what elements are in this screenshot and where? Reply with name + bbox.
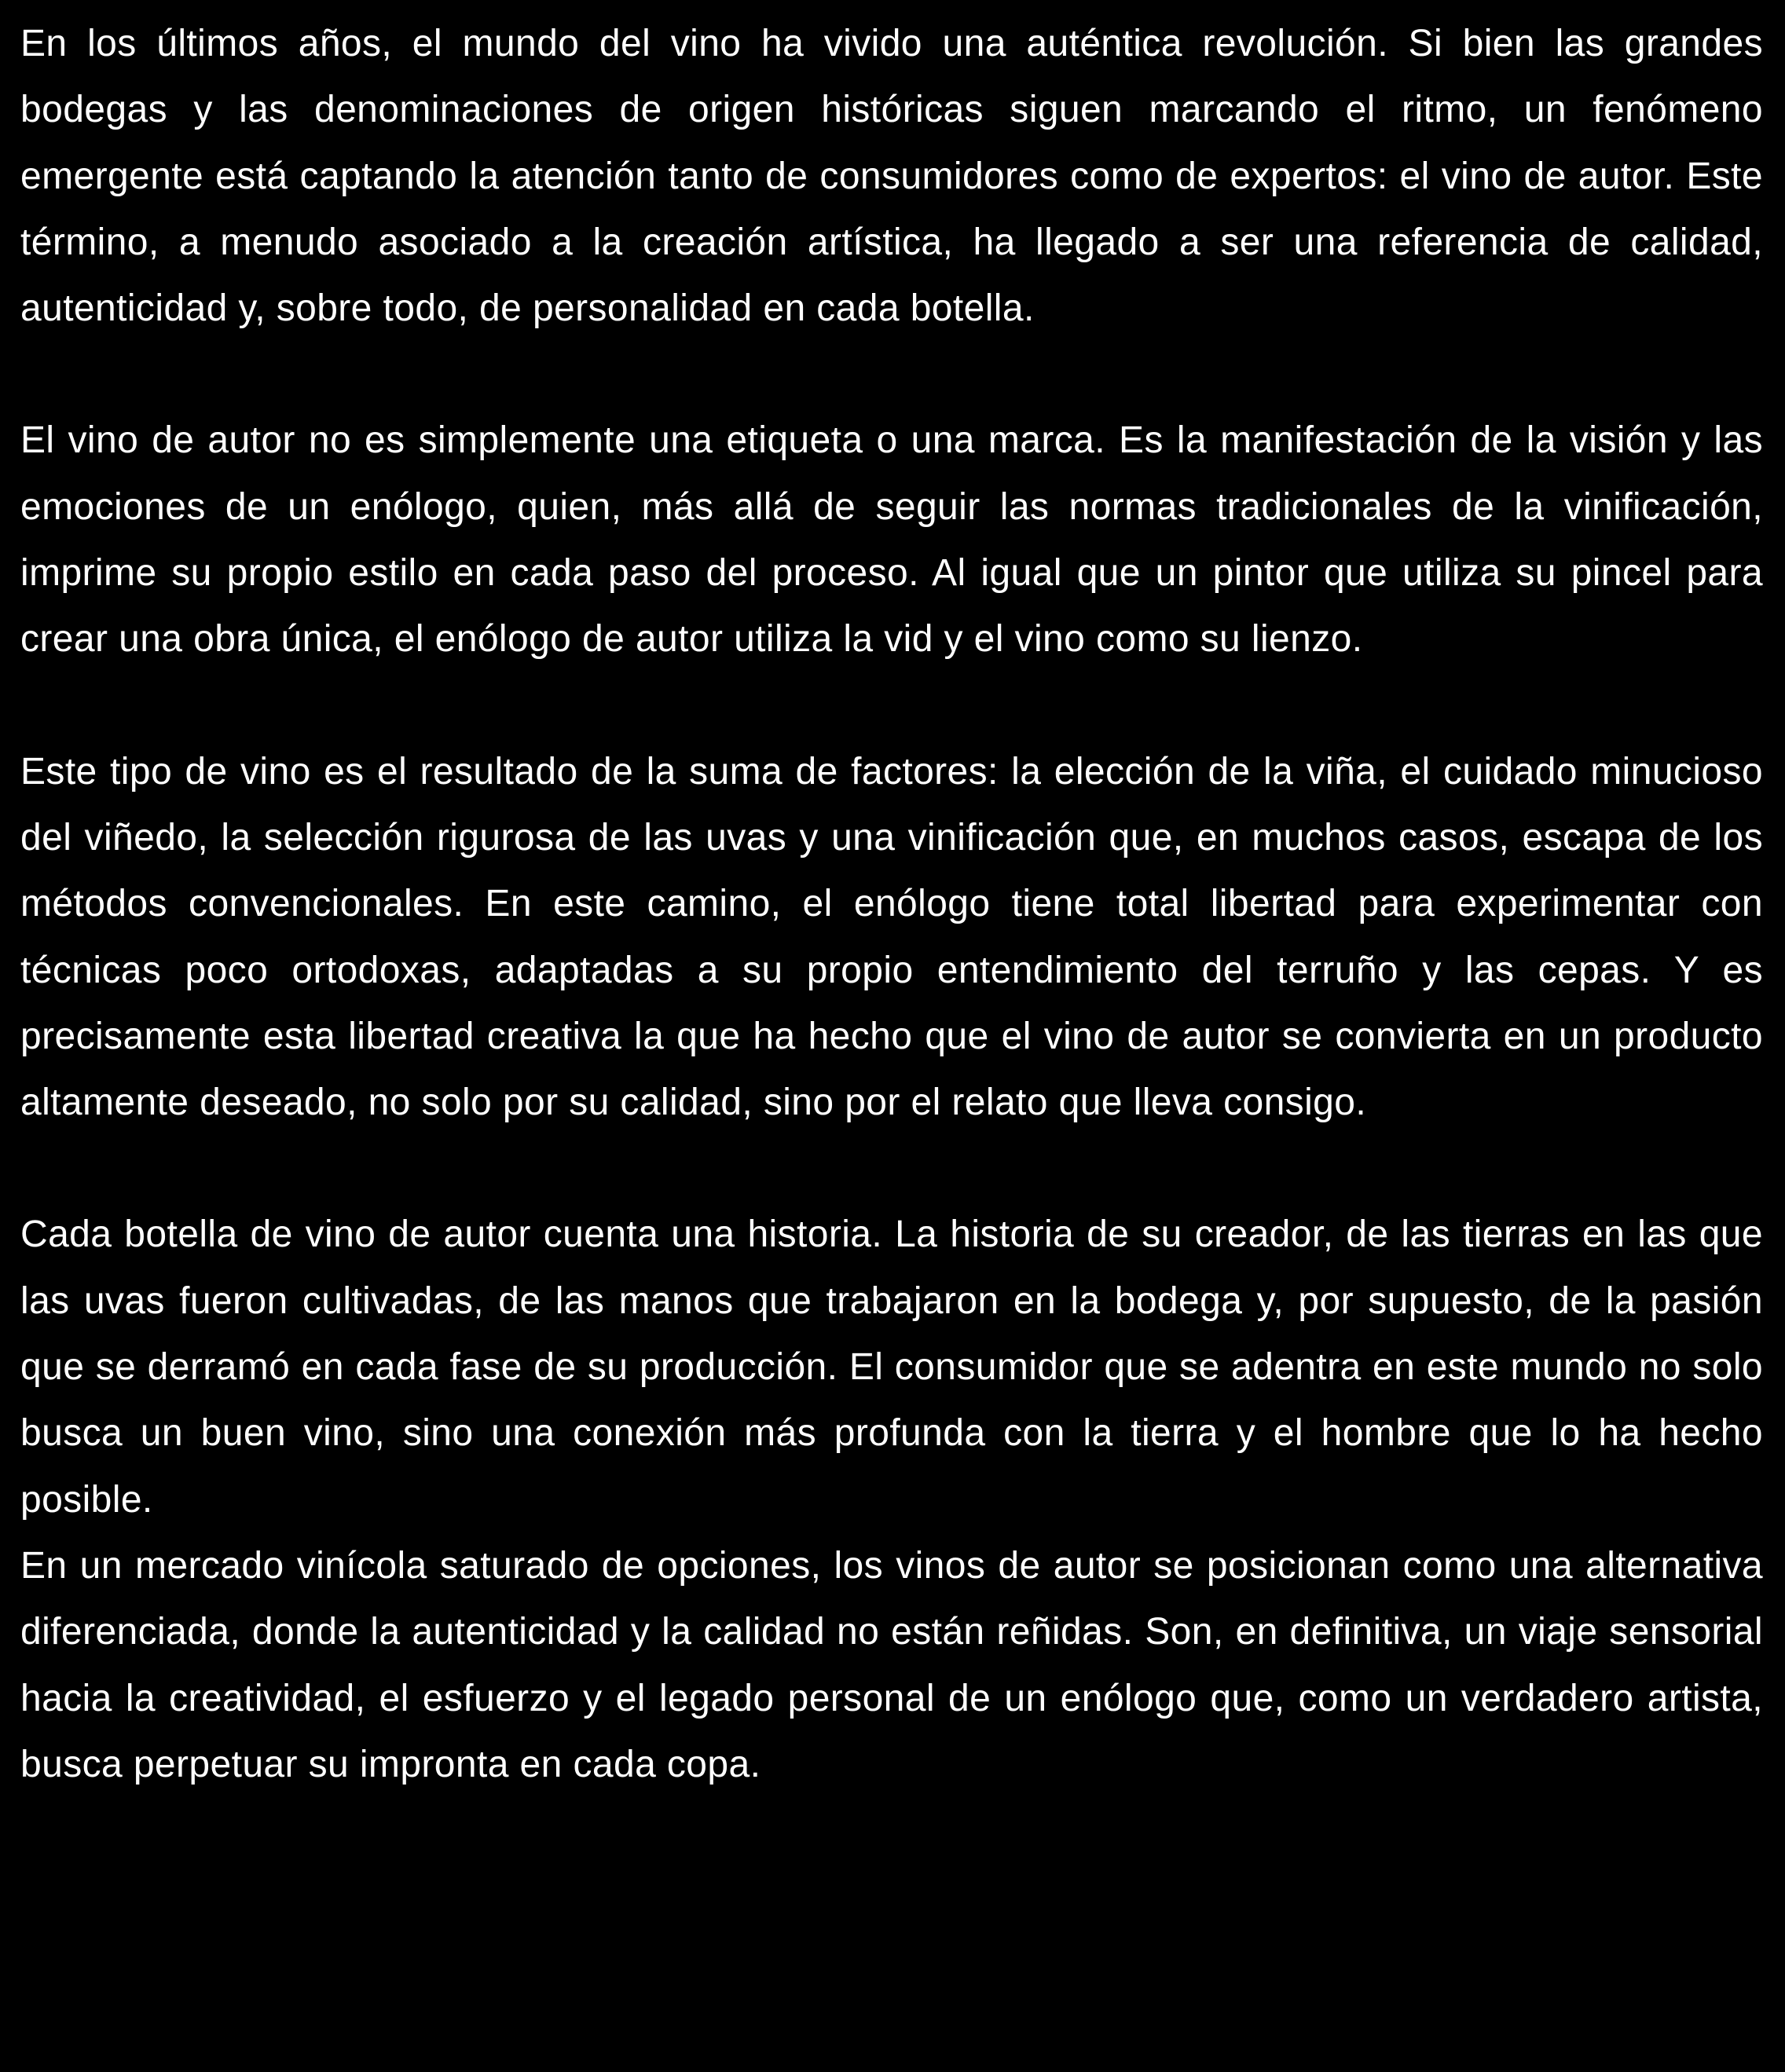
paragraph-intro: En los últimos años, el mundo del vino ha vivido una auténtica revolución. Si bien las grandes bodegas y las denominaciones de origen históricas siguen marcando el ritmo, un fenómeno emergente está captando la atención tanto de consumidores como de expertos: el vino de autor. Este término, a menudo asociado a la creación artística, ha llegado a ser una referencia de calidad, autenticidad y, sobre todo, de personalidad en cada botella. [20, 23, 1763, 330]
article-body [20, 11, 1763, 1798]
paragraph-story: Cada botella de vino de autor cuenta una historia. La historia de su creador, de las tierras en las que las uvas fueron cultivadas, de las manos que trabajaron en la bodega y, por supuesto, de la pasión que se derramó en cada fase de su producción. El consumidor que se adentra en este mundo no solo busca un buen vino, sino una conexión más profunda con la tierra y el hombre que lo ha hecho posible. [20, 1214, 1763, 1521]
paragraph-factors: Este tipo de vino es el resultado de la suma de factores: la elección de la viña, el cuidado minucioso del viñedo, la selección rigurosa de las uvas y una vinificación que, en muchos casos, escapa de los métodos convencionales. En este camino, el enólogo tiene total libertad para experimentar con técnicas poco ortodoxas, adaptadas a su propio entendimiento del terruño y las cepas. Y es precisamente esta libertad creativa la que ha hecho que el vino de autor se convierta en un producto altamente deseado, no solo por su calidad, sino por el relato que lleva consigo. [20, 750, 1763, 1124]
paragraph-market: En un mercado vinícola saturado de opciones, los vinos de autor se posicionan como una alternativa diferenciada, donde la autenticidad y la calidad no están reñidas. Son, en definitiva, un viaje sensorial hacia la creatividad, el esfuerzo y el legado personal de un enólogo que, como un verdadero artista, busca perpetuar su impronta en cada copa. [20, 1544, 1763, 1785]
paragraph-definition: El vino de autor no es simplemente una etiqueta o una marca. Es la manifestación de la visión y las emociones de un enólogo, quien, más allá de seguir las normas tradicionales de la vinificación, imprime su propio estilo en cada paso del proceso. Al igual que un pintor que utiliza su pincel para crear una obra única, el enólogo de autor utiliza la vid y el vino como su lienzo. [20, 419, 1763, 661]
